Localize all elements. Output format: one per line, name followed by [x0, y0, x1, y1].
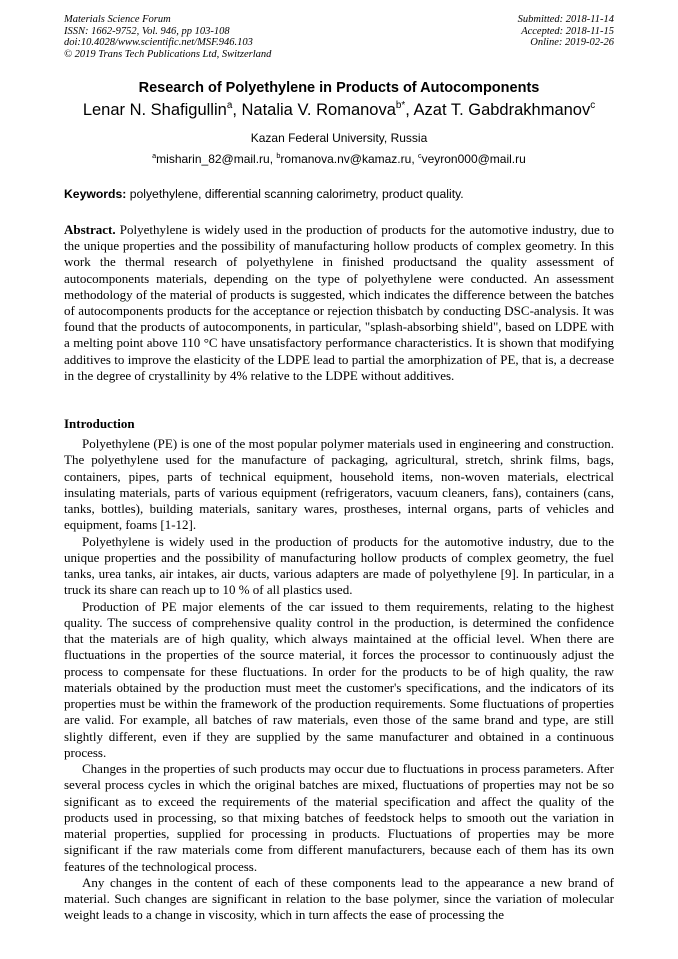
email-link[interactable]: romanova.nv@kamaz.ru	[280, 152, 412, 166]
author-name: Lenar N. Shafigullin	[82, 101, 227, 119]
email-link[interactable]: veyron000@mail.ru	[421, 152, 526, 166]
paragraph: Polyethylene is widely used in the production of products for the automotive industry, due to the unique properties and the possibility of manufacturing hollow products of complex geometry, the fuel tanks, urea tanks, air intakes, air ducts, various adapters are made of polyethylene [9]. In particular, in a truck its share can reach up to 10 % of all plastics used.	[64, 533, 614, 598]
abstract-text: Polyethylene is widely used in the production of products for the automotive industry, due to the unique properties and the possibility of manufacturing hollow products of complex geometry. In this work the thermal research of polyethylene in finished productsand the quality assessment of autocomponents materials, depending on the type of polyethylene were conducted. An assessment methodology of the material of products is suggested, which indicates the difference between the batches of autocomponents products for the acceptance or rejection thisbatch by conducting DSC-analysis. It was found that the products of autocomponents, in particular, "splash-absorbing shield", based on LDPE with a melting point above 110 °C have unsatisfactory performance characteristics. It is shown that modifying additives to improve the elasticity of the LDPE lead to partial the amorphization of PE, that is, a decrease in the degree of crystallinity by 4% relative to the LDPE without additives.	[64, 222, 615, 383]
submission-dates	[518, 14, 614, 49]
journal-header	[64, 14, 614, 64]
author-affiliation-mark: b*	[395, 100, 406, 112]
introduction-body	[64, 436, 614, 924]
paragraph: Changes in the properties of such products may occur due to fluctuations in process parameters. After several process cycles in which the original batches are mixed, fluctuations of properties may not be so significant as to exceed the requirements of the material specification and affect the quality of the products used in processing, so that mixing batches of feedstock helps to smooth out the variation in material properties, supplied for processing in products. Fluctuations of properties may be more significant if the raw materials come from different manufacturers, because each of them has its own features of the technological process.	[64, 761, 614, 874]
email-link[interactable]: misharin_82@mail.ru	[156, 152, 270, 166]
email-mark: c	[417, 150, 422, 160]
section-heading: Introduction	[64, 416, 135, 431]
author-name: Natalia V. Romanova	[241, 101, 396, 119]
author-name: Azat T. Gabdrakhmanov	[413, 101, 591, 119]
affiliation: Kazan Federal University, Russia	[250, 131, 428, 145]
accepted-date: Accepted: 2018-11-15	[521, 25, 614, 37]
paragraph: Production of PE major elements of the car issued to them requirements, relating to the highest quality. The success of comprehensive quality control in the production, is determined the confidence that the materials are of high quality, which always maintained at the official level. When there are fluctuations in the properties of the source material, it forces the processor to continuously adjust the process to compensate for these fluctuations. In order for the products to be of high quality, the raw materials obtained by the production must meet the customer's specifications, and the indicators of its properties must be within the framework of the production requirements. Some fluctuations of properties are valid. For example, all batches of raw materials, even those of the same brand and type, are still slightly different, even if they are supplied by the same manufacturer and obtained in a continuous process.	[64, 598, 614, 760]
doi-line: doi:10.4028/www.scientific.net/MSF.946.103	[64, 37, 253, 49]
keywords-label: Keywords:	[64, 187, 127, 201]
keywords	[64, 187, 614, 201]
submitted-date: Submitted: 2018-11-14	[517, 14, 614, 25]
copyright-line: © 2019 Trans Tech Publications Ltd, Switzerland	[64, 48, 272, 60]
author-affiliation-mark: c	[590, 100, 596, 112]
abstract	[64, 222, 614, 384]
email-mark: b	[276, 150, 281, 160]
paper-title: Research of Polyethylene in Products of Autocomponents	[138, 80, 540, 96]
email-list: $^a$misharin_82@mail.ru, $^b$romanova.nv@kamaz.ru, $^c$veyron000@mail.ru	[152, 150, 526, 166]
paragraph: Any changes in the content of each of these components lead to the appearance a new brand of material. Such changes are significant in relation to the base polymer, since the variation of molecular weight leads to a change in viscosity, which in turn affects the ease of processing the	[64, 874, 614, 923]
journal-name: Materials Science Forum	[64, 14, 171, 25]
abstract-label: Abstract.	[64, 222, 116, 237]
journal-info	[64, 14, 271, 60]
author-list: Lenar N. Shafigullin$^a$, Natalia V. Romanova$^{b*}$, Azat T. Gabdrakhmanov$^c$	[82, 100, 596, 119]
email-mark: a	[152, 150, 157, 160]
online-date: Online: 2019-02-26	[530, 37, 614, 49]
keywords-text: polyethylene, differential scanning calorimetry, product quality.	[129, 187, 464, 201]
author-affiliation-mark: a	[226, 100, 233, 112]
paragraph: Polyethylene (PE) is one of the most popular polymer materials used in engineering and construction. The polyethylene used for the manufacture of packaging, agricultural, stretch, shrink films, bags, containers, pipes, parts of technical equipment, household items, non-woven materials, electrical insulating materials, parts of various equipment (refrigerators, vacuum cleaners, fans), containers (cans, tanks, bottles), building materials, sanitary wares, prostheses, internal organs, parts of vehicles and equipment, foams [1-12].	[64, 436, 614, 533]
issn-line: ISSN: 1662-9752, Vol. 946, pp 103-108	[64, 25, 230, 37]
